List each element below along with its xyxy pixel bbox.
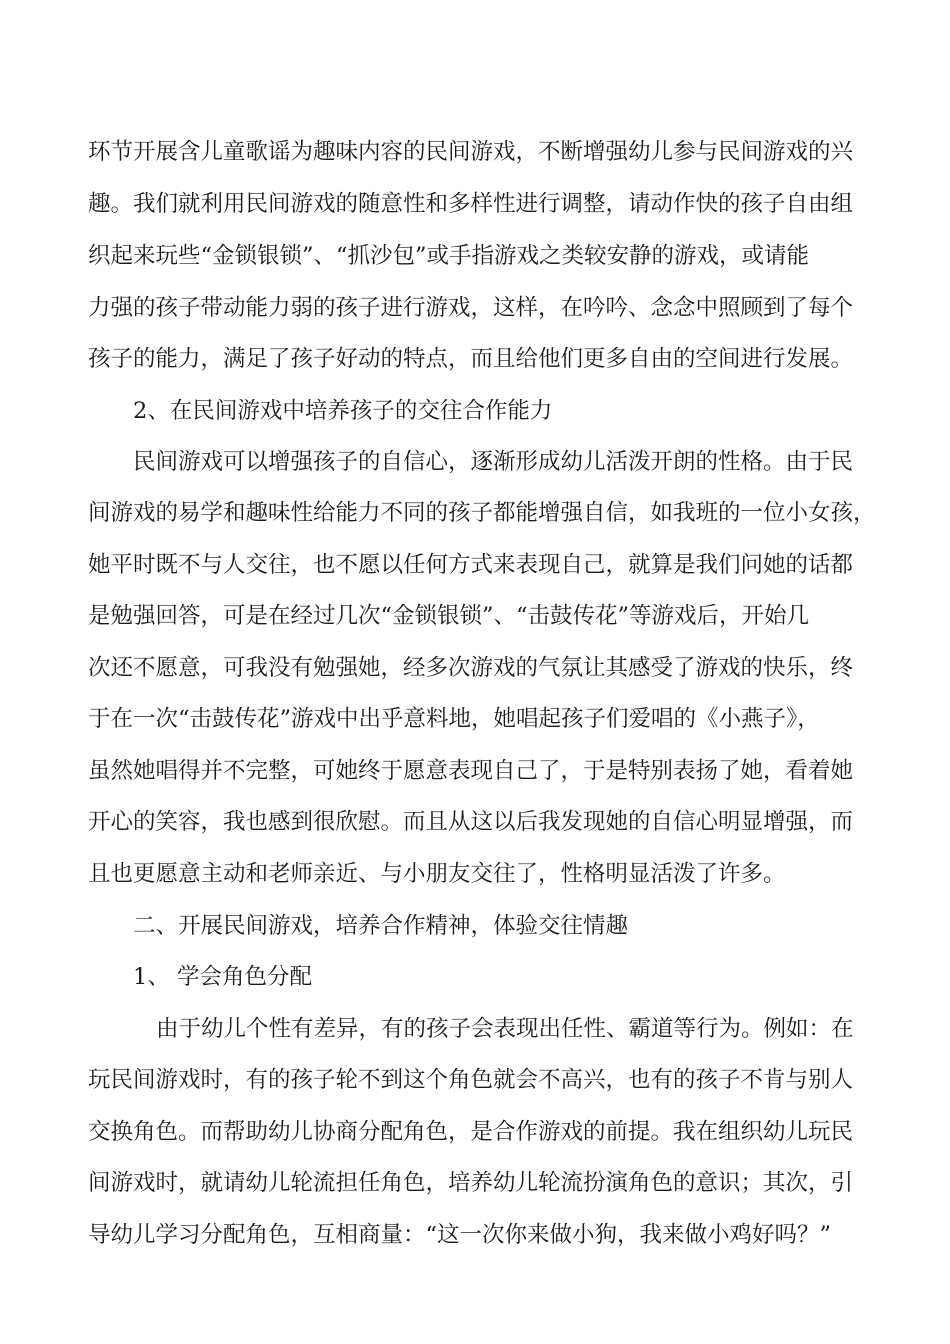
text-line: 间游戏的易学和趣味性给能力不同的孩子都能增强自信，如我班的一位小女孩，: [88, 500, 876, 526]
section-heading: 2、在民间游戏中培养孩子的交往合作能力: [133, 398, 553, 424]
section-heading: 二、开展民间游戏，培养合作精神，体验交往情趣: [133, 913, 629, 939]
text-line: 交换角色。而帮助幼儿协商分配角色，是合作游戏的前提。我在组织幼儿玩民: [88, 1119, 854, 1145]
text-line: 间游戏时，就请幼儿轮流担任角色，培养幼儿轮流扮演角色的意识；其次，引: [88, 1170, 854, 1196]
text-line: 开心的笑容，我也感到很欣慰。而且从这以后我发现她的自信心明显增强，而: [88, 809, 854, 835]
text-line: 次还不愿意，可我没有勉强她，经多次游戏的气氛让其感受了游戏的快乐，终: [88, 655, 854, 681]
text-line: 她平时既不与人交往，也不愿以任何方式来表现自己，就算是我们问她的话都: [88, 552, 854, 578]
text-line: 且也更愿意主动和老师亲近、与小朋友交往了，性格明显活泼了许多。: [88, 861, 786, 887]
text-line: 玩民间游戏时，有的孩子轮不到这个角色就会不高兴，也有的孩子不肯与别人: [88, 1067, 854, 1093]
text-line: 于在一次“击鼓传花”游戏中出乎意料地，她唱起孩子们爱唱的《小燕子》，: [88, 706, 820, 732]
text-line: 织起来玩些“金锁银锁”、“抓沙包”或手指游戏之类较安静的游戏，或请能: [88, 243, 810, 269]
text-line: 力强的孩子带动能力弱的孩子进行游戏，这样，在吟吟、念念中照顾到了每个: [88, 295, 854, 321]
subsection-heading: 1、 学会角色分配: [133, 964, 312, 990]
text-line: 是勉强回答，可是在经过几次“金锁银锁”、“击鼓传花”等游戏后，开始几: [88, 603, 810, 629]
text-line: 导幼儿学习分配角色，互相商量：“这一次你来做小狗，我来做小鸡好吗？”: [88, 1222, 832, 1248]
text-line: 孩子的能力，满足了孩子好动的特点，而且给他们更多自由的空间进行发展。: [88, 346, 854, 372]
text-line: 趣。我们就利用民间游戏的随意性和多样性进行调整，请动作快的孩子自由组: [88, 191, 854, 217]
text-line: 由于幼儿个性有差异，有的孩子会表现出任性、霸道等行为。例如：在: [156, 1016, 854, 1042]
text-line: 虽然她唱得并不完整，可她终于愿意表现自己了，于是特别表扬了她，看着她: [88, 758, 854, 784]
text-line: 环节开展含儿童歌谣为趣味内容的民间游戏，不断增强幼儿参与民间游戏的兴: [88, 139, 854, 165]
text-line: 民间游戏可以增强孩子的自信心，逐渐形成幼儿活泼开朗的性格。由于民: [133, 449, 854, 475]
